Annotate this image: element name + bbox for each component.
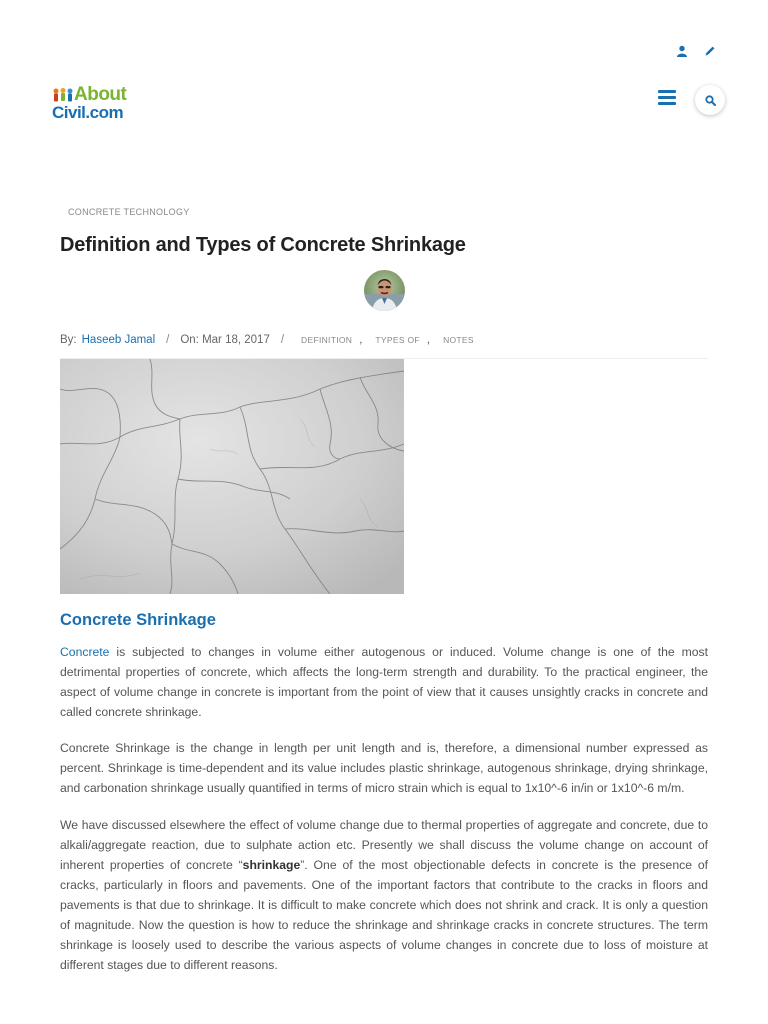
- paragraph-discussion: [60, 815, 708, 975]
- tag-types-of[interactable]: TYPES OF: [375, 335, 420, 345]
- paragraph-definition: Concrete Shrinkage is the change in length per unit length and is, therefore, a dimensional number expressed as percent. Shrinkage is time-dependent and its value includes plastic shrinkage, autogenous shrinkage, drying shrinkage, and carbonation shrinkage usually quantified in terms of micro strain which is equal to 1x10^-6 in/in or 1x10^-6 m/m.: [60, 741, 708, 795]
- concrete-link[interactable]: Concrete: [60, 645, 110, 659]
- author-avatar[interactable]: [364, 270, 405, 311]
- author-link[interactable]: Haseeb Jamal: [81, 334, 156, 346]
- header-top-icons: [676, 44, 718, 58]
- meta-by-label: By:: [60, 334, 77, 346]
- tag-separator: ,: [359, 334, 363, 346]
- site-logo[interactable]: [52, 86, 132, 124]
- section-heading-concrete-shrinkage: Concrete Shrinkage: [60, 611, 216, 629]
- paragraph-intro: [60, 642, 708, 722]
- paragraph-discussion-text-a: We have discussed elsewhere the effect of volume change due to thermal properties of aggregate and concrete, due to alkali/aggregate reaction, due to sulphate action etc. Presently we shall discuss the volume change on account of inherent properties of concrete “: [60, 818, 708, 872]
- article-meta: [60, 332, 708, 348]
- logo-line-about: About: [74, 84, 127, 105]
- hamburger-menu-icon[interactable]: [658, 90, 676, 106]
- pencil-icon[interactable]: [704, 44, 718, 58]
- logo-line-civil: Civil.com: [52, 103, 124, 122]
- search-button[interactable]: [695, 85, 725, 115]
- hero-image-cracked-concrete: [60, 359, 404, 594]
- user-icon[interactable]: [676, 44, 690, 58]
- meta-separator: /: [166, 334, 170, 346]
- article-category[interactable]: CONCRETE TECHNOLOGY: [68, 207, 190, 217]
- tag-notes[interactable]: NOTES: [443, 335, 474, 345]
- paragraph-bold-shrinkage: shrinkage: [242, 858, 301, 872]
- search-icon: [705, 95, 716, 106]
- paragraph-discussion-text-b: ”. One of the most objectionable defects in concrete is the presence of cracks, particularly in floors and pavements. One of the important factors that contribute to the cracks in floors and pavements is that due to shrinkage. It is difficult to make concrete which does not shrink and crack. It is only a question of magnitude. Now the question is how to reduce the shrinkage and shrinkage cracks in concrete structures. The term shrinkage is loosely used to describe the various aspects of volume changes in concrete due to loss of moisture at different stages due to different reasons.: [60, 858, 709, 972]
- logo-figures-icon: [52, 87, 74, 103]
- article-date: On: Mar 18, 2017: [180, 334, 270, 346]
- tag-definition[interactable]: DEFINITION: [301, 335, 353, 345]
- article-title: Definition and Types of Concrete Shrinkage: [60, 234, 466, 256]
- meta-separator: /: [280, 334, 285, 346]
- paragraph-intro-text: is subjected to changes in volume either autogenous or induced. Volume change is one of the most detrimental properties of concrete, which affects the long-term strength and durability. To the practical engineer, the aspect of volume change in concrete is important from the point of view that it causes unsightly cracks in concrete and called concrete shrinkage.: [60, 645, 708, 719]
- tag-separator: ,: [426, 334, 431, 346]
